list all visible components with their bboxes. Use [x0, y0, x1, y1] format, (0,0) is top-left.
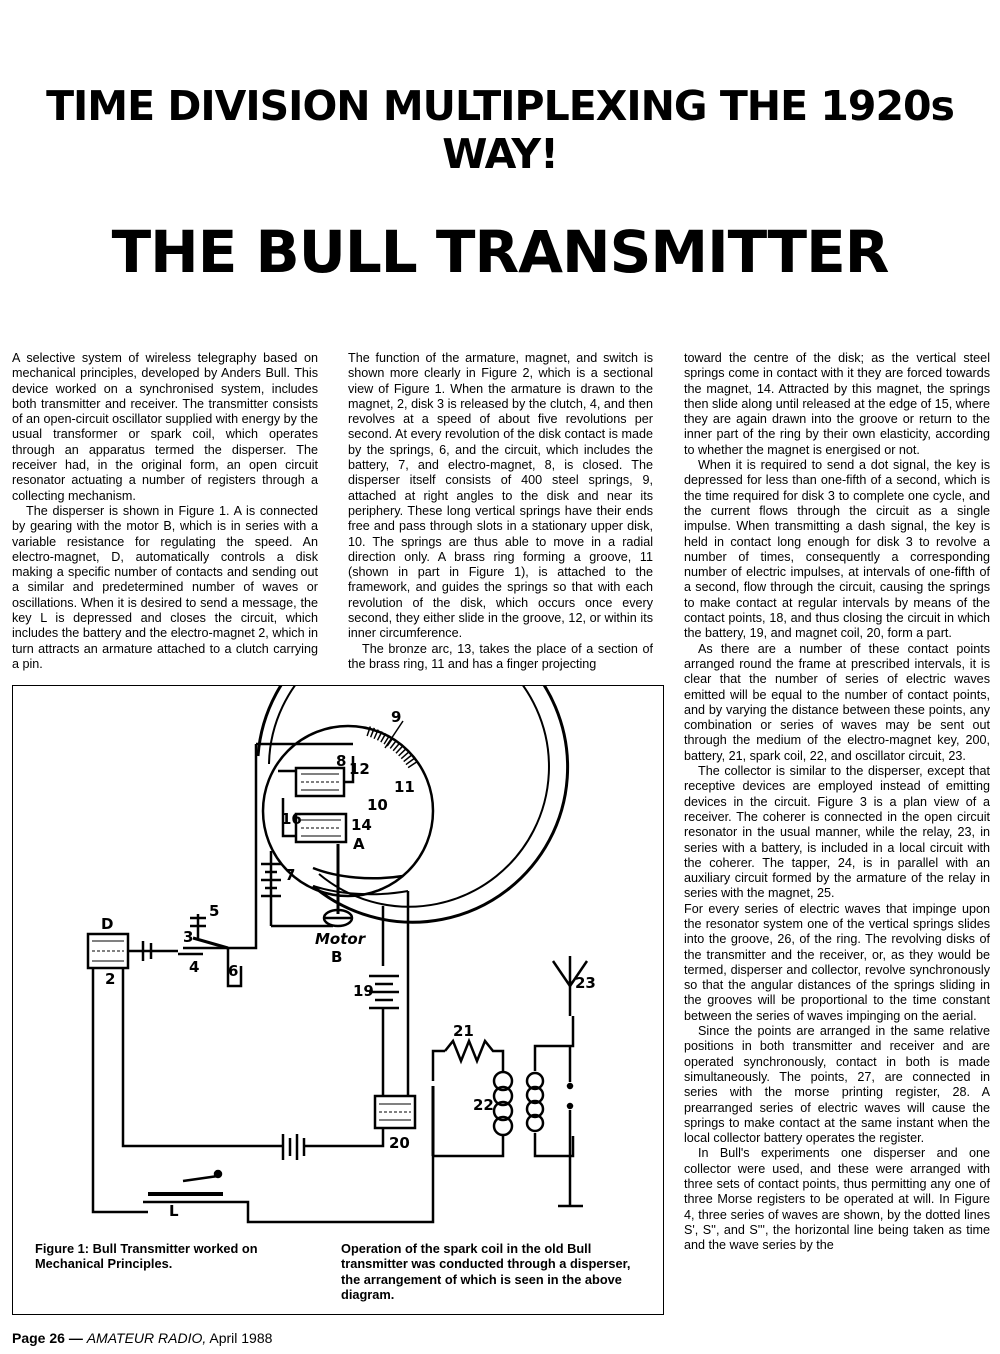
- label-14: 14: [351, 816, 372, 834]
- text-column-2: [348, 351, 653, 672]
- label-5: 5: [209, 902, 220, 920]
- label-motor: Motor: [315, 930, 366, 948]
- label-12: 12: [349, 760, 370, 778]
- text-column-1: [12, 351, 318, 672]
- paragraph: When it is required to send a dot signal, the key is depressed for less than one-fifth of a second, which is the time required for disk 3 to complete one cycle, and the current flows through the circuit as a single impulse. When transmitting a dash signal, the key is held in contact long enough for disk 3 to revolve a number of times, consequently a corresponding number of electric impulses, at intervals of one-fifth of a second, flow through the circuit, causing the springs to make contact at regular intervals by means of the contact points, 18, and thus closing the circuit in which the battery, 19, and magnet coil, 20, form a part.: [684, 458, 990, 641]
- label-6: 6: [228, 962, 239, 980]
- page-footer: [12, 1330, 272, 1346]
- magazine-name: AMATEUR RADIO,: [86, 1330, 207, 1346]
- paragraph: For every series of electric waves that impinge upon the resonator system one of the vertical springs slides into the groove, 26, of the ring. The revolving disks of the transmitter and the receiver, or, as they would be termed, disperser and collector, revolve synchronously so that the angular distances of the springs sliding in the grooves will be proportional to the time constant between the series of waves impinging on the aerial.: [684, 901, 990, 1023]
- label-16: 16: [281, 810, 302, 828]
- label-23: 23: [575, 974, 596, 992]
- label-L: L: [169, 1202, 179, 1220]
- label-22: 22: [473, 1096, 494, 1114]
- paragraph: The bronze arc, 13, takes the place of a section of the brass ring, 11 and has a finger projecting: [348, 641, 653, 671]
- page-number: Page 26 —: [12, 1330, 83, 1346]
- figure-1-diagram: [12, 685, 664, 1315]
- figure-note: Operation of the spark coil in the old Bull transmitter was conducted through a disperser, the arrangement of which is seen in the above diagram.: [341, 1241, 631, 1303]
- label-10: 10: [367, 796, 388, 814]
- paragraph: The function of the armature, magnet, and switch is shown more clearly in Figure 2, which is a sectional view of Figure 1. When the armature is drawn to the magnet, 2, disk 3 is released by the clutch, 4, and then revolves at a speed of about five revolutions per second. At every revolution of the disk contact is made by the springs, 6, and the circuit, which includes the battery, 7, and electro-magnet, 8, is closed. The disperser itself consists of 400 steel springs, 9, attached at right angles to the disk and near its periphery. These long vertical springs have their ends free and pass through slots in a stationary upper disk, 10. The springs are thus able to move in a radial direction only. A brass ring forming a groove, 11 (shown in part in Figure 1), is attached to the framework, and guides the springs so that with each revolution of the disk, which occurs once every second, they either slide in the groove, 12, or within its inner circumference.: [348, 351, 653, 641]
- label-7: 7: [285, 866, 296, 884]
- paragraph: In Bull's experiments one disperser and one collector were used, and these were arranged with three sets of contact points, thus permitting any one of three Morse registers to be operated at will. In Figure 4, three series of waves are shown, by the dotted lines S', S'', and S''', the horizontal line being taken as time and the wave series by the: [684, 1146, 990, 1253]
- paragraph: As there are a number of these contact points arranged round the frame at prescribed intervals, it is clear that the number of series of electric waves emitted will be equal to the number of contact points, and by varying the distance between these points, any combination or series of waves may be sent out through the medium of the electro-magnet key, 200, battery, 21, spark coil, 22, and oscillator circuit, 23.: [684, 641, 990, 763]
- label-A: A: [353, 835, 365, 853]
- top-headline: TIME DIVISION MULTIPLEXING THE 1920s WAY!: [46, 82, 954, 178]
- figure-caption: Figure 1: Bull Transmitter worked on Mechanical Principles.: [35, 1241, 258, 1272]
- label-8: 8: [336, 752, 347, 770]
- paragraph: The collector is similar to the disperser, except that receptive devices are employed instead of emitting devices in the circuit. Figure 3 is a plan view of a receiver. The coherer is connected in the open circuit resonator in the usual manner, while the relay, 23, in series with a battery, is included in a local circuit with the coherer. The tapper, 24, is in parallel with an auxiliary circuit formed by the armature of the relay in series with the magnet, 25.: [684, 764, 990, 901]
- label-2: 2: [105, 970, 116, 988]
- label-19: 19: [353, 982, 374, 1000]
- article-title: THE BULL TRANSMITTER: [111, 218, 889, 286]
- paragraph: A selective system of wireless telegraphy based on mechanical principles, developed by Anders Bull. This device worked on a synchronised system, includes both transmitter and receiver. The transmitter consists of an open-circuit oscillator supplied with energy by the usual transformer or spark coil, which operates through an apparatus termed the disperser. The receiver had, in the original form, an open circuit resonator actuating a number of registers through a collecting mechanism.: [12, 351, 318, 503]
- label-3: 3: [183, 928, 194, 946]
- paragraph: The disperser is shown in Figure 1. A is connected by gearing with the motor B, which is in series with a variable resistance for regulating the speed. An electro-magnet, D, automatically controls a disk making a specific number of contacts and sending out a similar and predetermined number of waves or oscillations. When it is desired to send a message, the key L is depressed and closes the circuit, which includes the battery and the electro-magnet 2, which in turn attracts an armature attached to a clutch carrying a pin.: [12, 503, 318, 671]
- label-D: D: [101, 915, 114, 933]
- paragraph: Since the points are arranged in the same relative positions in both transmitter and receiver and are operated synchronously, contact in both is made simultaneously. The points, 27, are connected in series with the morse printing register, 28. A prearranged series of electric waves will cause the springs to make contact at the same instant when the local collector battery operates the register.: [684, 1024, 990, 1146]
- label-4: 4: [189, 958, 200, 976]
- bull-transmitter-circuit-diagram: [13, 686, 663, 1314]
- label-9: 9: [391, 708, 402, 726]
- text-column-3: [684, 351, 990, 1254]
- label-21: 21: [453, 1022, 474, 1040]
- paragraph: toward the centre of the disk; as the vertical steel springs come in contact with it they are forced towards the magnet, 14. Attracted by this magnet, the springs then slide along until released at the edge of 15, where they are again drawn into the groove or return to the inner part of the ring by their own elasticity, according to whether the magnet is energised or not.: [684, 351, 990, 457]
- label-20: 20: [389, 1134, 410, 1152]
- issue-date: April 1988: [209, 1330, 273, 1346]
- label-B: B: [331, 948, 343, 966]
- label-11: 11: [394, 778, 415, 796]
